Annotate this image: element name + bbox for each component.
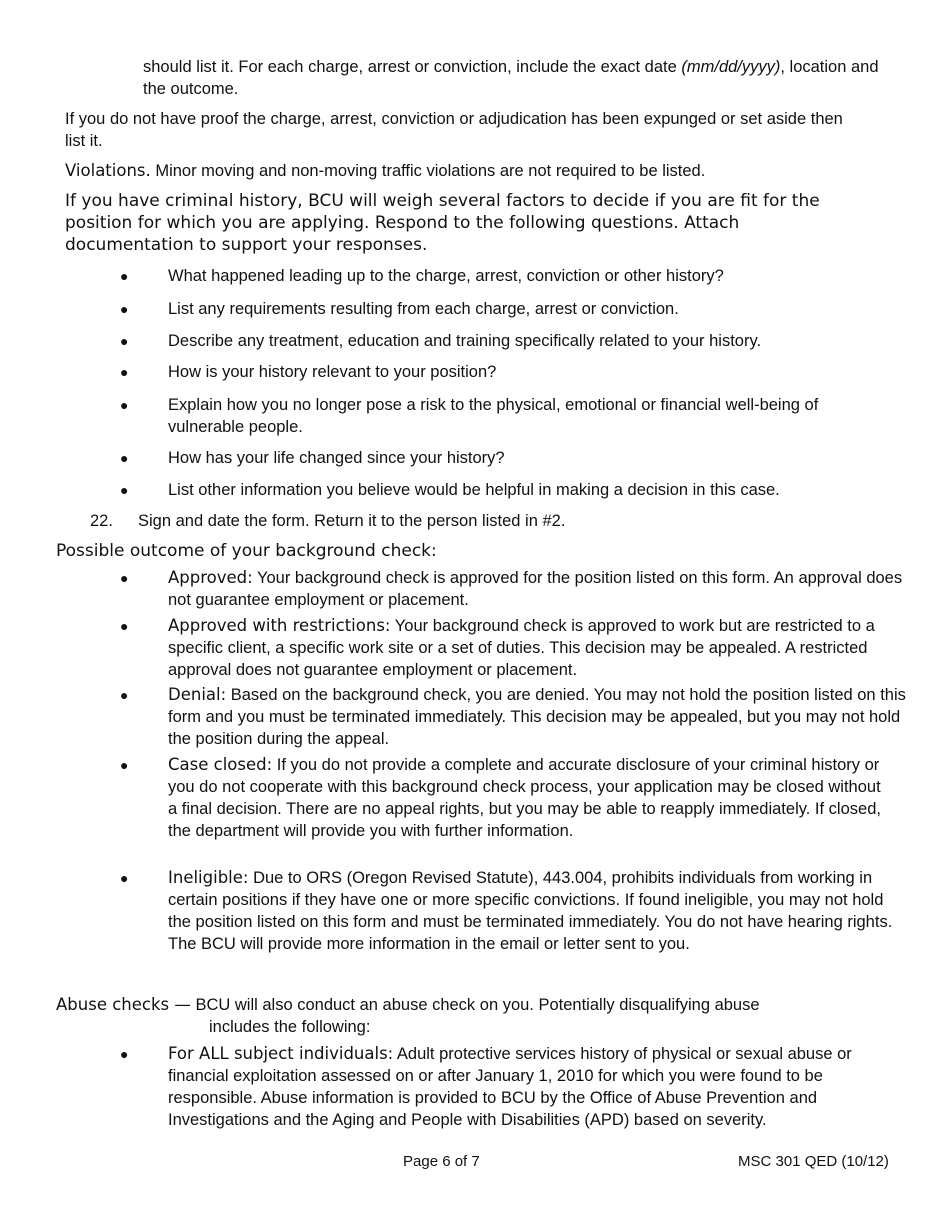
- form-id: MSC 301 QED (10/12): [738, 1153, 889, 1170]
- question-text: Explain how you no longer pose a risk to the physical, emotional or financial well-being of vulnerable people.: [168, 396, 819, 436]
- bullet-icon: ●: [120, 757, 129, 773]
- bullet-icon: ●: [120, 687, 129, 703]
- criminal-history-paragraph: If you have criminal history, BCU will weigh several factors to decide if you are fit for the position for which you are applying. Respond to the following questions. Attach documentation to support your responses.: [65, 191, 820, 255]
- bullet-icon: ●: [120, 482, 129, 498]
- violations-text: Minor moving and non-moving traffic violations are not required to be listed.: [150, 162, 706, 180]
- question-text: What happened leading up to the charge, arrest, conviction or other history?: [168, 267, 724, 285]
- bullet-icon: ●: [120, 570, 129, 586]
- abuse-text: Adult protective services history of physical or sexual abuse or financial exploitation assessed on or after January 1, 2010 for which you were found to be responsible. Abuse information is provided to BCU by the Office of Abuse Prevention and Investigations and the Aging and People with Disabilities (APD) based on severity.: [168, 1045, 852, 1129]
- step-text: Sign and date the form. Return it to the person listed in #2.: [138, 512, 566, 530]
- outcome-text: If you do not provide a complete and accurate disclosure of your criminal history or you do not cooperate with this background check process, your application may be closed without a final decision. There are no appeal rights, but you may be able to reapply immediately. If closed, the department will provide you with further information.: [168, 756, 881, 840]
- abuse-heading: [56, 994, 876, 1016]
- bullet-icon: ●: [120, 618, 129, 634]
- bullet-icon: ●: [120, 333, 129, 349]
- bullet-icon: ●: [120, 268, 129, 284]
- outcome-label: Case closed:: [168, 755, 273, 774]
- outcome-label: Ineligible:: [168, 868, 249, 887]
- expunged-note: If you do not have proof the charge, arrest, conviction or adjudication has been expunged or set aside then list it.: [65, 110, 843, 150]
- question-text: List other information you believe would be helpful in making a decision in this case.: [168, 481, 780, 499]
- continued-paragraph: [143, 56, 883, 100]
- abuse-heading-continued: includes the following:: [209, 1018, 371, 1036]
- outcome-label: Approved:: [168, 568, 253, 587]
- continued-text-end: , location and the outcome.: [143, 58, 879, 98]
- date-format: (mm/dd/yyyy): [681, 58, 781, 76]
- step-22: [90, 510, 890, 532]
- bullet-icon: ●: [120, 1046, 129, 1062]
- continued-text: should list it. For each charge, arrest or conviction, include the exact date: [143, 58, 682, 76]
- question-text: How has your life changed since your history?: [168, 449, 505, 467]
- abuse-heading-label: Abuse checks —: [56, 995, 191, 1014]
- outcome-text: Due to ORS (Oregon Revised Statute), 443.004, prohibits individuals from working in certain positions if they have one or more specific convictions. If found ineligible, you may not hold the position listed on this form and must be terminated immediately. You do not have hearing rights. The BCU will provide more information in the email or letter sent to you.: [168, 869, 893, 953]
- outcome-text: Based on the background check, you are denied. You may not hold the position listed on this form and you must be terminated immediately. This decision may be appealed, but you may not hold the position during the appeal.: [168, 686, 906, 748]
- abuse-heading-text: BCU will also conduct an abuse check on you. Potentially disqualifying abuse: [190, 996, 760, 1014]
- bullet-icon: ●: [120, 870, 129, 886]
- step-number: 22.: [90, 512, 113, 530]
- outcome-text: Your background check is approved to work but are restricted to a specific client, a specific work site or a set of duties. This decision may be appealed. A restricted approval does not guarantee employment or placement.: [168, 617, 875, 679]
- question-text: List any requirements resulting from each charge, arrest or conviction.: [168, 300, 679, 318]
- outcome-label: Approved with restrictions:: [168, 616, 391, 635]
- bullet-icon: ●: [120, 397, 129, 413]
- bullet-icon: ●: [120, 364, 129, 380]
- question-text: Describe any treatment, education and training specifically related to your history.: [168, 332, 762, 350]
- page-number: Page 6 of 7: [403, 1153, 480, 1170]
- bullet-icon: ●: [120, 450, 129, 466]
- violations-label: Violations.: [65, 161, 151, 180]
- bullet-icon: ●: [120, 301, 129, 317]
- abuse-label: For ALL subject individuals:: [168, 1044, 394, 1063]
- question-text: How is your history relevant to your position?: [168, 363, 497, 381]
- outcomes-heading: Possible outcome of your background check:: [56, 541, 437, 561]
- violations-paragraph: [65, 160, 885, 182]
- outcome-text: Your background check is approved for the position listed on this form. An approval does not guarantee employment or placement.: [168, 569, 903, 609]
- outcome-label: Denial:: [168, 685, 227, 704]
